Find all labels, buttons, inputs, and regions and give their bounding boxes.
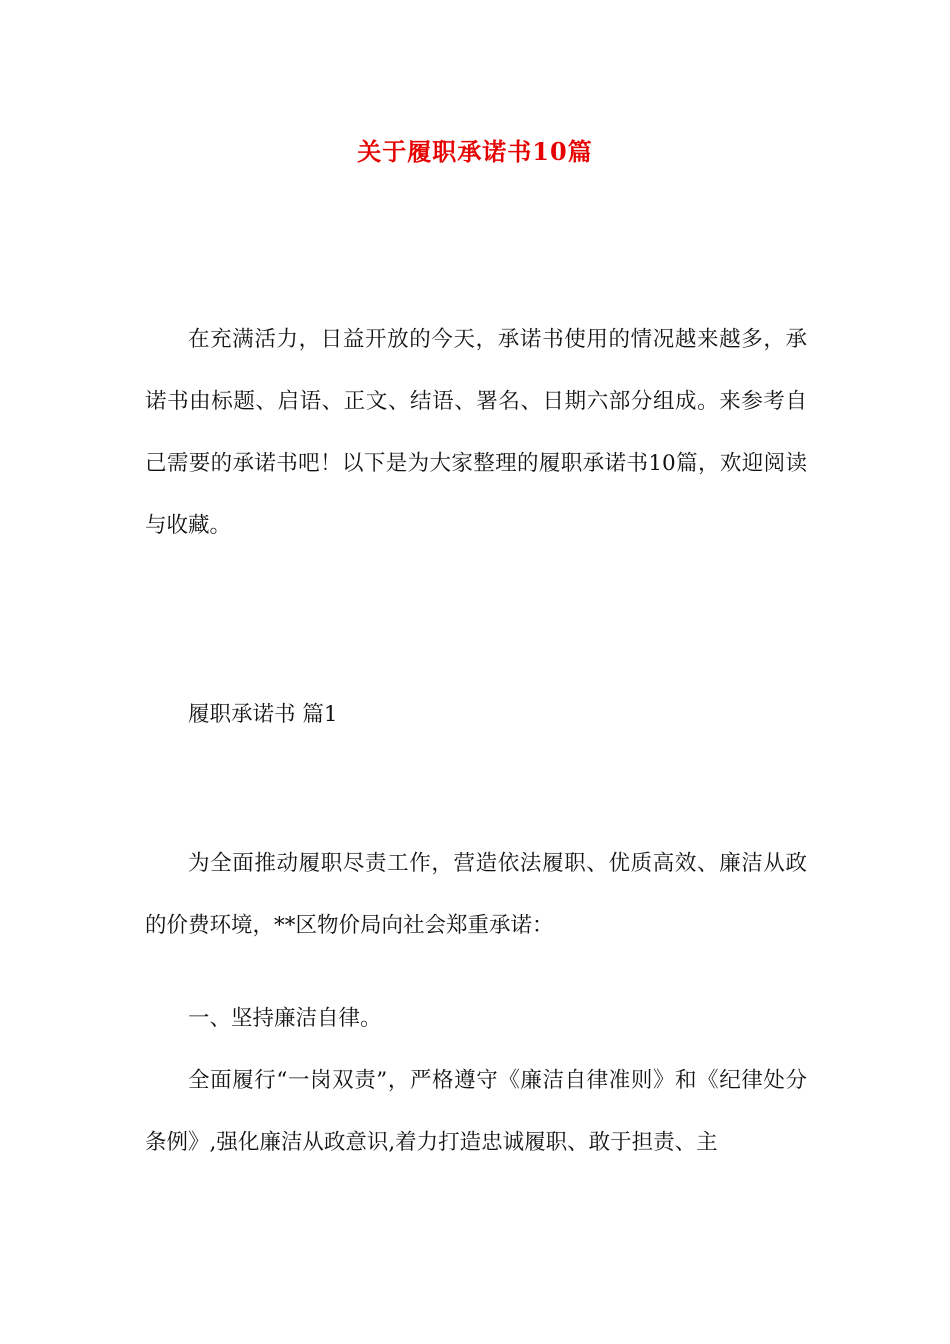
body-paragraph: 一、坚持廉洁自律。 <box>188 1006 382 1031</box>
intro-paragraph: 在充满活力，日益开放的今天，承诺书使用的情况越来越多，承诺书由标题、启语、正文、结语、署名、日期六部分组成。来参考自己需要的承诺书吧！以下是为大家整理的履职承诺书10篇，欢迎阅读与收藏。 <box>145 327 807 538</box>
document-title: 关于履职承诺书10篇 <box>357 137 593 166</box>
body-paragraph: 为全面推动履职尽责工作，营造依法履职、优质高效、廉洁从政的价费环境，**区物价局向社会郑重承诺： <box>145 851 807 938</box>
section-heading: 履职承诺书 篇1 <box>188 702 338 727</box>
body-paragraph: 全面履行“一岗双责”，严格遵守《廉洁自律准则》和《纪律处分条例》,强化廉洁从政意识,着力打造忠诚履职、敢于担责、主 <box>145 1068 807 1155</box>
